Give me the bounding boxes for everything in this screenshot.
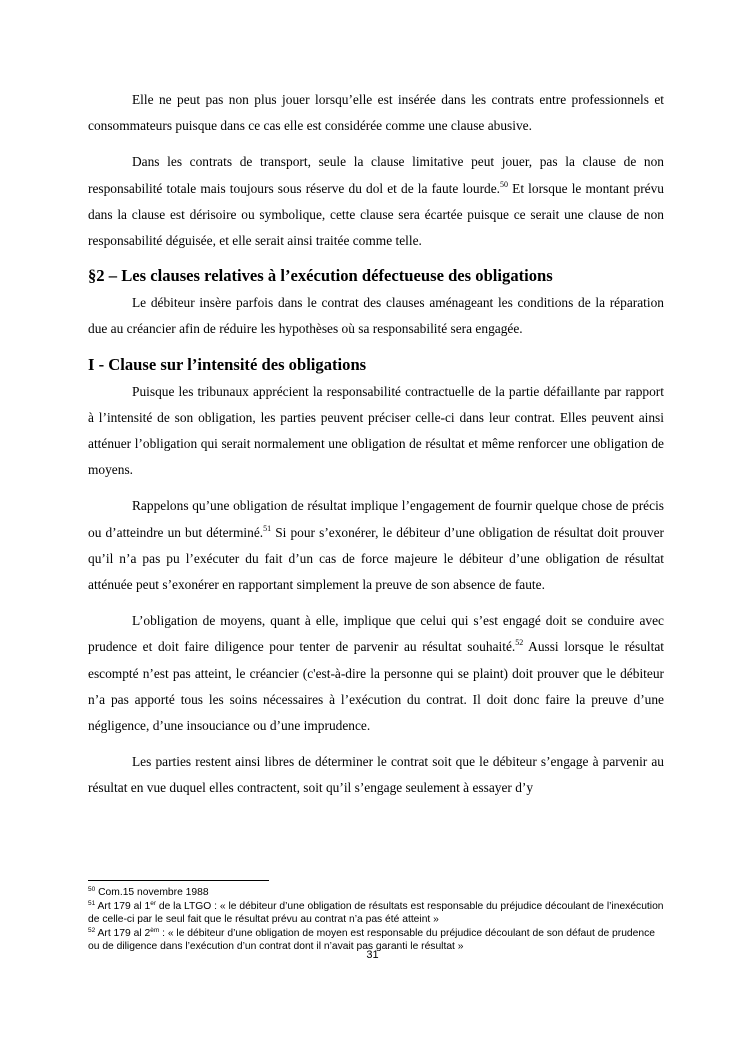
footnote-ref-52[interactable]: 52 — [515, 638, 524, 648]
footnote-text: Art 179 al 2 — [95, 927, 151, 939]
paragraph-intensity — [88, 379, 664, 484]
footnote-text: de la LTGO : « le débiteur d’une obligation de résultats est responsable du préjudice découlant de l’inexécution de celle-ci par le seul fait que le résultat prévu au contrat n’a pas été atteint » — [88, 900, 664, 926]
footnotes — [88, 886, 668, 954]
footnote-ordinal: er — [150, 899, 156, 907]
paragraph-text: Puisque les tribunaux apprécient la responsabilité contractuelle de la partie défaillante par rapport à l’intensité de son obligation, les parties peuvent préciser celle-ci dans leur contrat. Elles peuvent ainsi atténuer l’obligation qui serait normalement une obligation de résultat et même renforcer une obligation de moyens. — [88, 383, 664, 478]
section-heading-intensity: I - Clause sur l’intensité des obligations — [88, 354, 367, 374]
page-number: 31 — [366, 949, 379, 961]
body-text — [88, 87, 664, 802]
footnote-ref-51[interactable]: 51 — [263, 523, 272, 533]
paragraph-text: Et lorsque le montant prévu dans la clause est dérisoire ou symbolique, cette clause sera écartée puisque ce serait une clause de non responsabilité déguisée, et elle serait ainsi traitée comme telle. — [88, 180, 664, 249]
paragraph-parties-free — [88, 749, 664, 801]
footnote-text: : « le débiteur d’une obligation de moyen est responsable du préjudice découlant de son défaut de prudence ou de diligence dans l’exécution d’un contrat dont il n’avait pas garanti le résultat » — [88, 927, 655, 953]
paragraph-text: L’obligation de moyens, quant à elle, implique que celui qui s’est engagé doit se conduire avec prudence et doit faire diligence pour tenter de parvenir au résultat souhaité. — [88, 613, 664, 655]
footnote-ordinal: èm — [150, 926, 160, 934]
paragraph-text: Elle ne peut pas non plus jouer lorsqu’elle est insérée dans les contrats entre professionnels et consommateurs puisque dans ce cas elle est considérée comme une clause abusive. — [88, 92, 664, 134]
footnote-number: 51 — [88, 899, 96, 907]
section-heading-defective-performance: §2 – Les clauses relatives à l’exécution défectueuse des obligations — [88, 266, 553, 286]
paragraph-text: Si pour s’exonérer, le débiteur d’une obligation de résultat doit prouver qu’il n’a pas pu l’exécuter du fait d’un cas de force majeure le débiteur d’une obligation de résultat atténuée peut s’exonérer en rapportant simplement la preuve de son absence de faute. — [88, 524, 664, 593]
paragraph-result-obligation — [88, 493, 664, 598]
footnote-51 — [88, 900, 668, 927]
footnote-ref-50[interactable]: 50 — [500, 179, 509, 189]
footnote-number: 52 — [88, 926, 96, 934]
paragraph-transport-contracts — [88, 149, 664, 254]
footnote-50 — [88, 886, 668, 900]
paragraph-text: Rappelons qu’une obligation de résultat implique l’engagement de fournir quelque chose de précis ou d’atteindre un but déterminé. — [88, 498, 664, 540]
paragraph-debtor-clauses — [88, 290, 664, 342]
paragraph-abusive-clause — [88, 87, 664, 139]
paragraph-text: Dans les contrats de transport, seule la clause limitative peut jouer, pas la clause de non responsabilité totale mais toujours sous réserve du dol et de la faute lourde. — [88, 154, 664, 196]
paragraph-text: Les parties restent ainsi libres de déterminer le contrat soit que le débiteur s’engage à parvenir au résultat en vue duquel elles contractent, soit qu’il s’engage seulement à essayer d’y — [88, 754, 664, 796]
paragraph-means-obligation — [88, 608, 664, 739]
paragraph-text: Le débiteur insère parfois dans le contrat des clauses aménageant les conditions de la réparation due au créancier afin de réduire les hypothèses où sa responsabilité sera engagée. — [88, 295, 664, 337]
footnote-number: 50 — [88, 886, 96, 893]
footnote-text: Com.15 novembre 1988 — [95, 887, 209, 898]
footnote-separator — [88, 880, 269, 881]
paragraph-text: Aussi lorsque le résultat escompté n’est pas atteint, le créancier (c'est-à-dire la personne qui se plaint) doit prouver que le débiteur n’a pas apporté tous les soins nécessaires à l’exécution du contrat. Il doit donc faire la preuve d’une négligence, d’une insouciance ou d’une imprudence. — [88, 639, 664, 734]
footnote-text: Art 179 al 1 — [95, 900, 151, 912]
